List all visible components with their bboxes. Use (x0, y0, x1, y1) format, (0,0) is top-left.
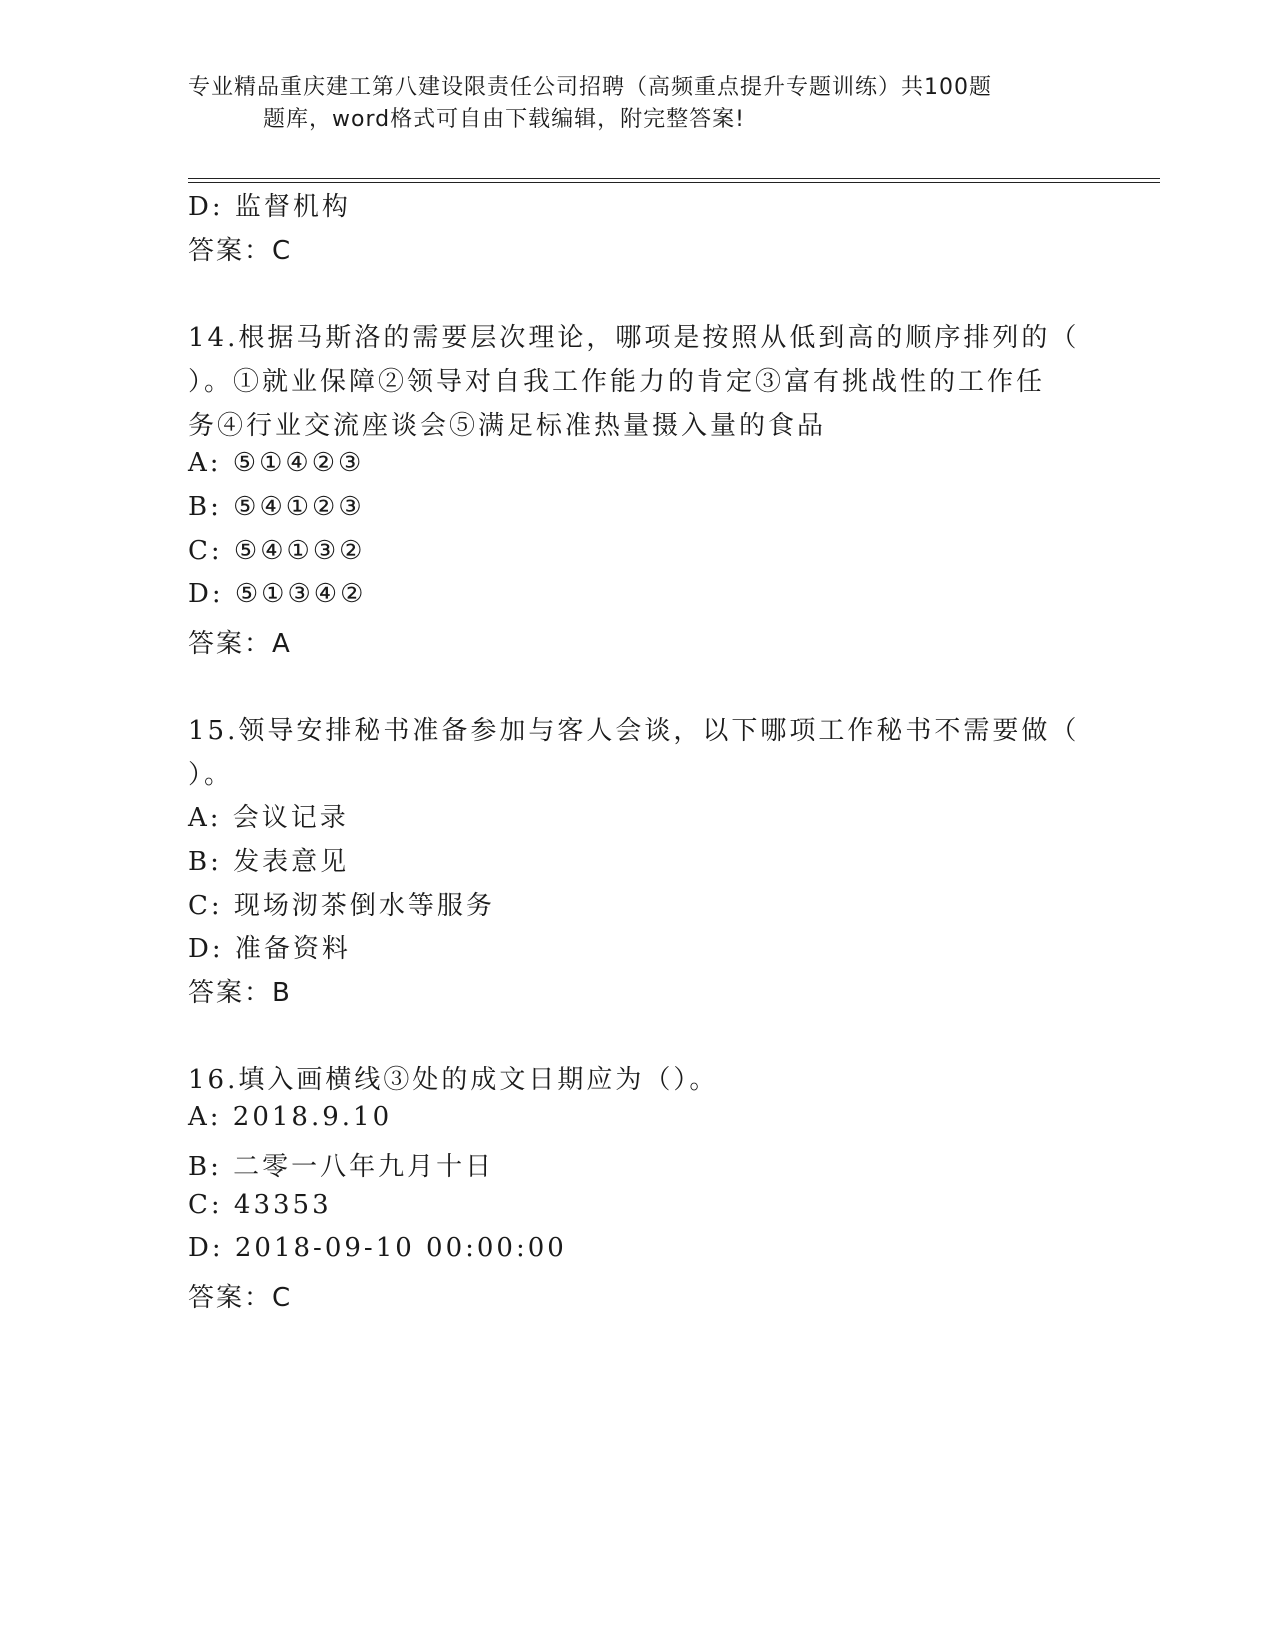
q14-option-d: D: ⑤①③④② (188, 579, 367, 609)
q15-option-d: D: 准备资料 (188, 934, 351, 964)
prev-answer: 答案：C (188, 236, 293, 266)
q16-option-c: C: 43353 (188, 1190, 332, 1220)
header-title-line-2: 题库，word格式可自由下载编辑，附完整答案! (263, 107, 745, 132)
q15-option-c: C: 现场沏茶倒水等服务 (188, 891, 495, 921)
q16-answer: 答案：C (188, 1283, 293, 1313)
q15-answer: 答案：B (188, 978, 292, 1008)
q14-option-b: B: ⑤④①②③ (188, 492, 365, 522)
q16-option-b: B: 二零一八年九月十日 (188, 1152, 495, 1182)
q14-option-c: C: ⑤④①③② (188, 536, 366, 566)
q14-stem-line-1: 14.根据马斯洛的需要层次理论，哪项是按照从低到高的顺序排列的（ (188, 323, 1080, 353)
q15-option-a: A: 会议记录 (188, 803, 349, 833)
q14-answer: 答案：A (188, 629, 292, 659)
q15-stem-line-1: 15.领导安排秘书准备参加与客人会谈，以下哪项工作秘书不需要做（ (188, 716, 1080, 746)
q14-option-a: A: ⑤①④②③ (188, 448, 365, 478)
q15-stem-line-2: ）。 (188, 760, 234, 790)
q16-option-d: D: 2018-09-10 00:00:00 (188, 1233, 567, 1263)
header-title-line-1: 专业精品重庆建工第八建设限责任公司招聘（高频重点提升专题训练）共100题 (188, 75, 992, 100)
q14-stem-line-2: ）。①就业保障②领导对自我工作能力的肯定③富有挑战性的工作任 (188, 367, 1046, 397)
q16-stem-line-1: 16.填入画横线③处的成文日期应为（）。 (188, 1065, 719, 1095)
q15-option-b: B: 发表意见 (188, 847, 350, 877)
header-divider-bottom (188, 182, 1160, 183)
q16-option-a: A: 2018.9.10 (188, 1102, 393, 1132)
header-divider-top (188, 178, 1160, 179)
q14-stem-line-3: 务④行业交流座谈会⑤满足标准热量摄入量的食品 (188, 411, 827, 441)
prev-option-d: D: 监督机构 (188, 192, 351, 222)
page-header (188, 72, 1088, 136)
